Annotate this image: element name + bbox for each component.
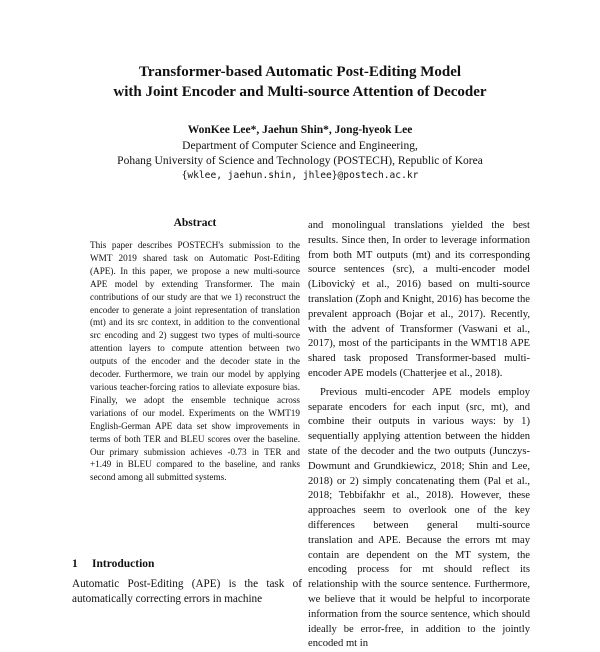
introduction-text: Automatic Post-Editing (APE) is the task of automatically correcting errors in machine bbox=[72, 578, 302, 605]
abstract-text: This paper describes POSTECH's submission to the WMT 2019 shared task on Automatic Post-Editing (APE). In this paper, we propose a new multi-source APE model by extending Transformer. The main contributions of our study are that we 1) reconstruct the encoder to generate a joint representation of translation (mt) and its src context, in addition to the conventional src encoding and 2) suggest two types of multi-source attention layers to compute attention between two outputs of the encoder and the decoder state in the decoder. Furthermore, we train our model by applying various teacher-forcing ratios to alleviate exposure bias. Finally, we adopt the ensemble technique across variations of our model. Experiments on the WMT19 English-German APE data set show improvements in terms of both TER and BLEU scores over the baseline. Our primary submission achieves -0.73 in TER and +1.49 in BLEU compared to the baseline, and ranks second among all submitted systems. bbox=[90, 240, 300, 483]
title-line-2: with Joint Encoder and Multi-source Attention of Decoder bbox=[113, 84, 487, 100]
authors: WonKee Lee*, Jaehun Shin*, Jong-hyeok Lee bbox=[187, 124, 413, 136]
paragraph: Previous multi-encoder APE models employ separate encoders for each input (src, mt), and combine their outputs in various ways: by 1) sequentially applying attention between the hidden state of the decoder and the two outputs (Junczys-Dowmunt and Grundkiewicz, 2018; Shin and Lee, 2018) or 2) simply concatenating them (Pal et al., 2018; Tebbifakhr et al., 2018). However, these approaches seem to overlook one of the key differences between general multi-source translation and APE. Because the errors mt may contain are dependent on the MT system, the encoding process for mt should reflect its relationship with the source sentence. Furthermore, we believe that it would be helpful to incorporate information from the source sentence, which should ideally be error-free, in addition to the jointly encoded mt in bbox=[308, 386, 530, 650]
introduction-heading bbox=[72, 558, 302, 570]
section-title: Introduction bbox=[92, 558, 155, 570]
university: Pohang University of Science and Technology (POSTECH), Republic of Korea bbox=[117, 155, 483, 167]
paragraph: and monolingual translations yielded the best results. Since then, In order to leverage information from both MT outputs (mt) and its corresponding source sentences (src), a multi-encoder model (Libovický et al., 2016) based on multi-source translation (Zoph and Knight, 2016) has become the prevalent approach (Bojar et al., 2017). Recently, with the advent of Transformer (Vaswani et al., 2017), most of the participants in the WMT18 APE shared task proposed Transformer-based multi-encoder APE models (Chatterjee et al., 2018). bbox=[308, 220, 530, 379]
section-number: 1 bbox=[72, 558, 78, 570]
paper-title bbox=[0, 62, 600, 102]
title-line-1: Transformer-based Automatic Post-Editing Model bbox=[138, 64, 462, 80]
department: Department of Computer Science and Engineering, bbox=[182, 140, 418, 152]
abstract-heading: Abstract bbox=[173, 217, 217, 229]
author-emails: {wklee, jaehun.shin, jhlee}@postech.ac.kr bbox=[181, 170, 419, 181]
right-column bbox=[308, 219, 530, 652]
abstract-body bbox=[90, 239, 300, 484]
